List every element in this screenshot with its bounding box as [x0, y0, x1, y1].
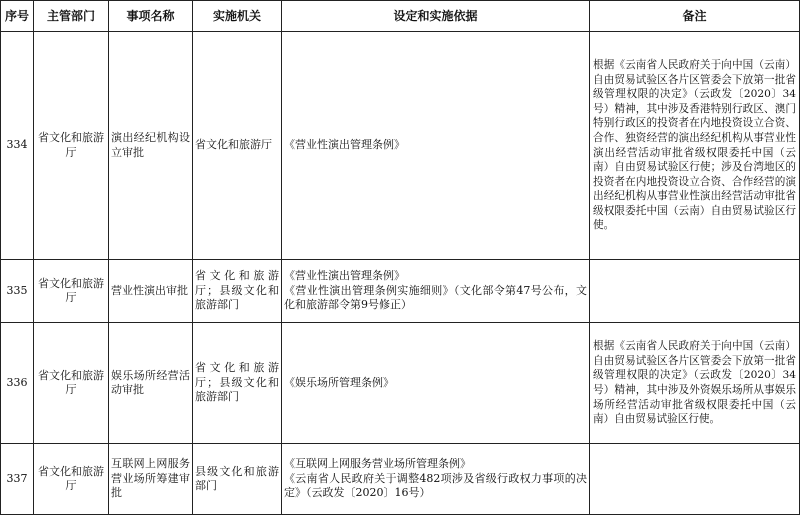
row-basis: [282, 323, 590, 444]
row-department: 省文化和旅游厅: [34, 323, 109, 444]
basis-line: 《娱乐场所管理条例》: [284, 375, 394, 389]
row-department: 省文化和旅游厅: [34, 260, 109, 323]
basis-line: 《云南省人民政府关于调整482项涉及省级行政权力事项的决定》（云政发〔2020〕16号）: [284, 471, 587, 500]
table-row: [1, 32, 800, 260]
table-row: [1, 260, 800, 323]
row-item-name: 娱乐场所经营活动审批: [109, 323, 193, 444]
row-no: 337: [1, 444, 34, 515]
basis-line: 《营业性演出管理条例》: [284, 269, 405, 283]
header-basis: 设定和实施依据: [282, 1, 590, 32]
row-department: 省文化和旅游厅: [34, 444, 109, 515]
row-no: 335: [1, 260, 34, 323]
header-department: 主管部门: [34, 1, 109, 32]
row-basis: [282, 260, 590, 323]
header-remarks: 备注: [590, 1, 800, 32]
row-remarks: 根据《云南省人民政府关于向中国（云南）自由贸易试验区各片区管委会下放第一批省级管理权限的决定》（云政发〔2020〕34号）精神，其中涉及外资娱乐场所从事娱乐场所经营活动审批省级权限委托中国（云南）自由贸易试验区行使。: [590, 323, 800, 444]
header-row: [1, 1, 800, 32]
basis-line: 《互联网上网服务营业场所管理条例》: [284, 457, 471, 471]
row-item-name: 互联网上网服务营业场所筹建审批: [109, 444, 193, 515]
row-basis: [282, 444, 590, 515]
table-row: [1, 323, 800, 444]
row-agency: 省文化和旅游厅: [193, 32, 282, 260]
row-no: 336: [1, 323, 34, 444]
basis-line: 《营业性演出管理条例》: [284, 138, 405, 152]
row-remarks: [590, 444, 800, 515]
row-agency: 省文化和旅游厅；县级文化和旅游部门: [193, 260, 282, 323]
row-remarks: 根据《云南省人民政府关于向中国（云南）自由贸易试验区各片区管委会下放第一批省级管理权限的决定》（云政发〔2020〕34号）精神，其中涉及香港特别行政区、澳门特别行政区的投资者在内地投资设立合资、合作、独资经营的演出经纪机构从事营业性演出经营活动审批省级权限委托中国（云南）自由贸易试验区行使；涉及台湾地区的投资者在内地投资设立合资、合作经营的演出经纪机构从事营业性演出经营活动审批省级权限委托中国（云南）自由贸易试验区行使。: [590, 32, 800, 260]
row-item-name: 演出经纪机构设立审批: [109, 32, 193, 260]
header-agency: 实施机关: [193, 1, 282, 32]
row-agency: 省文化和旅游厅；县级文化和旅游部门: [193, 323, 282, 444]
header-no: 序号: [1, 1, 34, 32]
basis-line: 《营业性演出管理条例实施细则》（文化部令第47号公布，文化和旅游部令第9号修正）: [284, 283, 587, 312]
row-department: 省文化和旅游厅: [34, 32, 109, 260]
row-basis: [282, 32, 590, 260]
row-agency: 县级文化和旅游部门: [193, 444, 282, 515]
row-no: 334: [1, 32, 34, 260]
row-remarks: [590, 260, 800, 323]
row-item-name: 营业性演出审批: [109, 260, 193, 323]
table-row: [1, 444, 800, 515]
header-item-name: 事项名称: [109, 1, 193, 32]
